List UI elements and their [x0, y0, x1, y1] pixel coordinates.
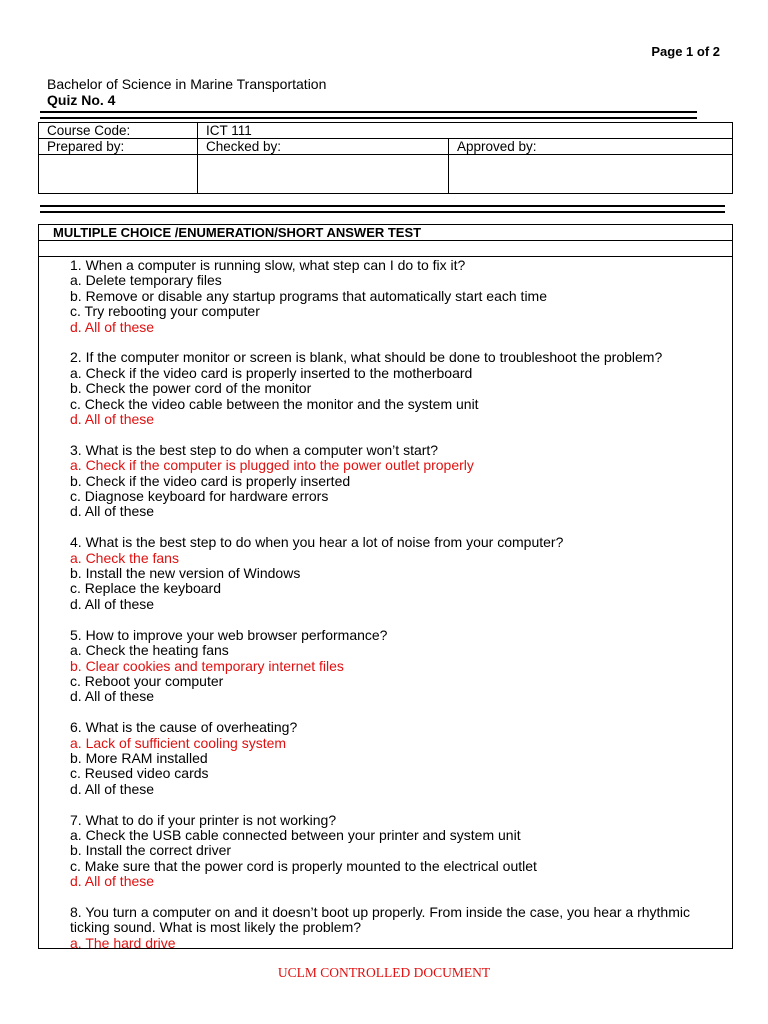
- answer-option: c. Diagnose keyboard for hardware errors: [70, 488, 329, 505]
- answer-option-correct: b. Clear cookies and temporary internet files: [70, 657, 344, 674]
- answer-option-correct: d. All of these: [70, 411, 155, 428]
- question-stem: 5. How to improve your web browser performance?: [70, 626, 388, 643]
- checked-by-signature-cell: [198, 155, 449, 194]
- program-title: Bachelor of Science in Marine Transportation: [47, 76, 327, 92]
- answer-option: a. Check if the video card is properly inserted to the motherboard: [70, 364, 473, 381]
- footer-controlled-document: UCLM CONTROLLED DOCUMENT: [277, 965, 491, 980]
- answer-option: a. Check the heating fans: [70, 642, 229, 659]
- answer-option: d. All of these: [70, 780, 155, 797]
- question-stem: 1. When a computer is running slow, what step can I do to fix it?: [70, 257, 466, 273]
- answer-option-correct: a. The hard drive: [70, 934, 176, 951]
- question-item: [70, 443, 724, 520]
- answer-option-correct: d. All of these: [70, 873, 155, 890]
- info-table: [38, 122, 733, 194]
- question-list: [70, 258, 724, 967]
- question-stem: 8. You turn a computer on and it doesn’t boot up properly. From inside the case, you hear a rhythmic ticking sound. What is most likely the problem?: [70, 903, 690, 936]
- question-item: [70, 628, 724, 705]
- answer-option: a. Delete temporary files: [70, 272, 222, 289]
- answer-option-correct: d. All of these: [70, 318, 155, 335]
- approved-by-label: Approved by:: [449, 139, 733, 155]
- question-item: [70, 905, 724, 951]
- answer-option: c. Make sure that the power cord is properly mounted to the electrical outlet: [70, 857, 537, 874]
- answer-option: b. More RAM installed: [70, 749, 208, 766]
- section-divider: [40, 205, 725, 213]
- answer-option: d. All of these: [70, 503, 155, 520]
- answer-option-correct: a. Check if the computer is plugged into the power outlet properly: [70, 457, 474, 474]
- answer-option: b. Check the power cord of the monitor: [70, 380, 312, 397]
- title-row-line: [39, 240, 732, 241]
- answer-option: c. Try rebooting your computer: [70, 303, 260, 320]
- answer-option: c. Check the video cable between the monitor and the system unit: [70, 395, 479, 412]
- checked-by-label: Checked by:: [198, 139, 449, 155]
- course-code-value: ICT 111: [198, 123, 733, 139]
- quiz-title: Quiz No. 4: [47, 92, 116, 108]
- question-item: [70, 813, 724, 890]
- course-code-label: Course Code:: [39, 123, 198, 139]
- prepared-by-signature-cell: [39, 155, 198, 194]
- answer-option: c. Reboot your computer: [70, 672, 224, 689]
- question-stem: 3. What is the best step to do when a computer won’t start?: [70, 441, 439, 458]
- question-stem: 7. What to do if your printer is not working?: [70, 811, 337, 828]
- answer-option: c. Reused video cards: [70, 765, 209, 782]
- question-item: [70, 720, 724, 797]
- test-box: [38, 224, 733, 949]
- answer-option: b. Remove or disable any startup programs that automatically start each time: [70, 287, 547, 304]
- approved-by-signature-cell: [449, 155, 733, 194]
- answer-option: d. All of these: [70, 688, 155, 705]
- question-item: [70, 535, 724, 612]
- question-stem: 4. What is the best step to do when you hear a lot of noise from your computer?: [70, 534, 564, 551]
- page-number: Page 1 of 2: [651, 44, 720, 59]
- section-title: MULTIPLE CHOICE /ENUMERATION/SHORT ANSWER TEST: [53, 225, 422, 240]
- prepared-by-label: Prepared by:: [39, 139, 198, 155]
- answer-option-correct: a. Lack of sufficient cooling system: [70, 734, 287, 751]
- question-stem: 6. What is the cause of overheating?: [70, 719, 298, 736]
- answer-option: d. All of these: [70, 595, 155, 612]
- answer-option: c. Replace the keyboard: [70, 580, 221, 597]
- question-item: [70, 258, 724, 335]
- answer-option: b. Install the new version of Windows: [70, 565, 301, 582]
- answer-option-correct: a. Check the fans: [70, 549, 179, 566]
- header-divider: [40, 111, 697, 119]
- question-item: [70, 350, 724, 427]
- answer-option: b. Check if the video card is properly inserted: [70, 472, 351, 489]
- answer-option: a. Check the USB cable connected between your printer and system unit: [70, 826, 521, 843]
- answer-option: b. Install the correct driver: [70, 842, 232, 859]
- question-stem: 2. If the computer monitor or screen is blank, what should be done to troubleshoot the problem?: [70, 349, 663, 366]
